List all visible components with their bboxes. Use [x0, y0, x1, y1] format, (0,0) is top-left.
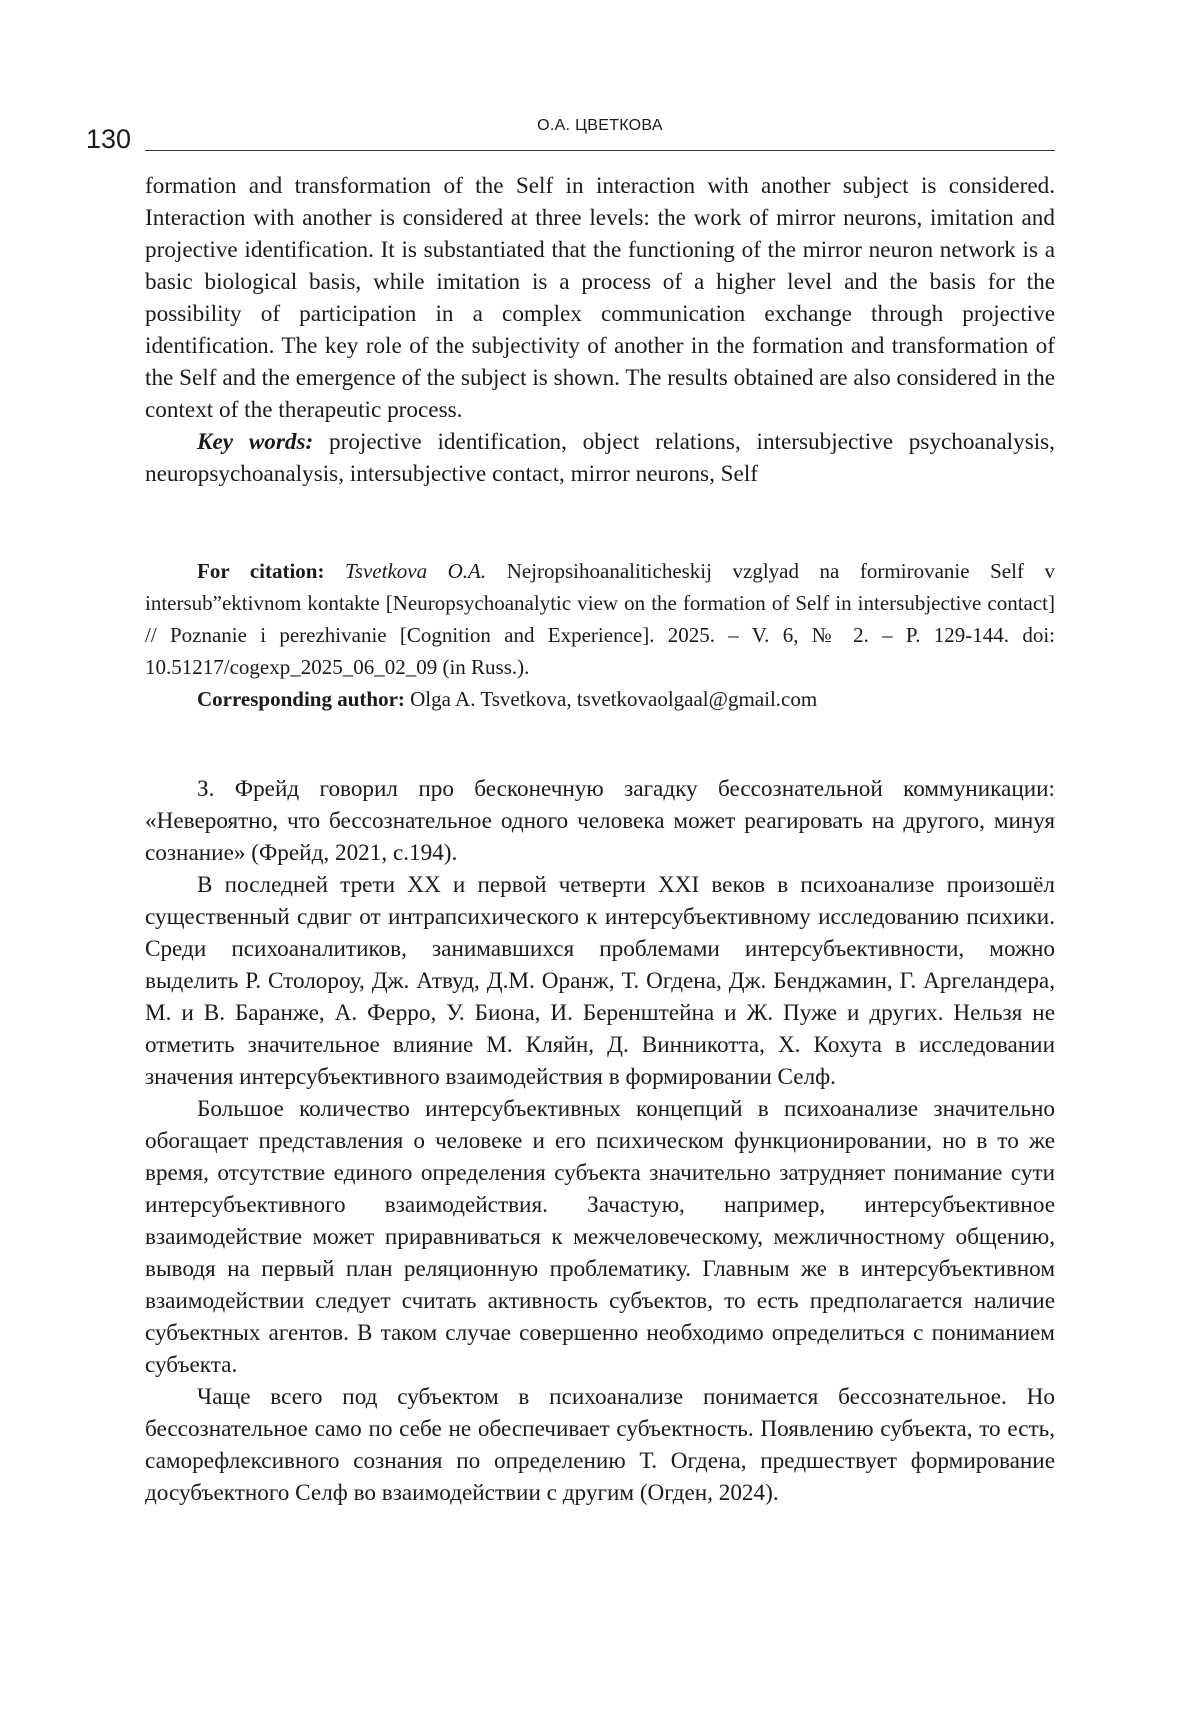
keywords-label: Key words:	[197, 429, 314, 455]
abstract-section	[145, 170, 1055, 490]
page-number: 130	[86, 124, 132, 154]
citation-line	[145, 555, 1055, 683]
citation-author: Tsvetkova O.A.	[345, 559, 487, 583]
abstract-text: formation and transformation of the Self in interaction with another subject is considered. Interaction with another is considered at three levels: the work of mirror neurons, imitation and projective identification. It is substantiated that the functioning of the mirror neuron network is a basic biological basis, while imitation is a process of a higher level and the basis for the possibility of participation in a complex communication exchange through projective identification. The key role of the subjectivity of another in the formation and transformation of the Self and the emergence of the subject is shown. The results obtained are also considered in the context of the therapeutic process.	[145, 173, 1055, 423]
paragraph: Большое количество интерсубъективных концепций в психоанализе значительно обогащает представления о человеке и его психическом функционировании, но в то же время, отсутствие единого определения субъекта значительно затрудняет понимание сути интерсубъективного взаимодействия. Зачастую, например, интерсубъективное взаимодействие может приравниваться к межчеловеческому, межличностному общению, выводя на первый план реляционную проблематику. Главным же в интерсубъективном взаимодействии следует считать активность субъектов, то есть предполагается наличие субъектных агентов. В таком случае совершенно необходимо определиться с пониманием субъекта.	[145, 1096, 1055, 1378]
paragraph: З. Фрейд говорил про бесконечную загадку бессознательной коммуникации: «Невероятно, что бессознательное одного человека может реагировать на другого, минуя сознание» (Фрейд, 2021, с.194).	[145, 776, 1055, 866]
citation-label: For citation:	[197, 559, 325, 583]
keywords-text: projective identification, object relations, intersubjective psychoanalysis, neuropsychoanalysis, intersubjective contact, mirror neurons, Self	[145, 429, 1055, 487]
citation-section	[145, 555, 1055, 715]
paragraph: В последней трети XX и первой четверти XXI веков в психоанализе произошёл существенный сдвиг от интрапсихического к интерсубъективному исследованию психики. Среди психоаналитиков, занимавшихся проблемами интерсубъективности, можно выделить Р. Столороу, Дж. Атвуд, Д.М. Оранж, Т. Огдена, Дж. Бенджамин, Г. Аргеландера, М. и В. Баранже, А. Ферро, У. Биона, И. Беренштейна и Ж. Пуже и других. Нельзя не отметить значительное влияние М. Кляйн, Д. Винникотта, Х. Кохута в исследовании значения интерсубъективного взаимодействия в формировании Селф.	[145, 872, 1055, 1090]
corresponding-line	[145, 683, 1055, 715]
citation-text: Nejropsihoanaliticheskij vzglyad na formirovanie Self v intersub”ektivnom kontakte [Neuropsychoanalytic view on the formation of Self in intersubjective contact] // Poznanie i perezhivanie [Cognition and Experience]. 2025. – V. 6, № 2. – P. 129-144. doi: 10.51217/cogexp_2025_06_02_09 (in Russ.).	[145, 559, 1055, 679]
header-rule	[145, 150, 1055, 151]
keywords-line	[145, 426, 1055, 490]
corresponding-label: Corresponding author:	[197, 687, 405, 711]
body-text	[145, 773, 1055, 1509]
paragraph: Чаще всего под субъектом в психоанализе понимается бессознательное. Но бессознательное само по себе не обеспечивает субъектность. Появлению субъекта, то есть, саморефлексивного сознания по определению Т. Огдена, предшествует формирование досубъектного Селф во взаимодействии с другим (Огден, 2024).	[145, 1384, 1055, 1506]
running-head: О.А. ЦВЕТКОВА	[537, 117, 663, 134]
corresponding-text: Olga A. Tsvetkova, tsvetkovaolgaal@gmail.com	[404, 687, 818, 711]
